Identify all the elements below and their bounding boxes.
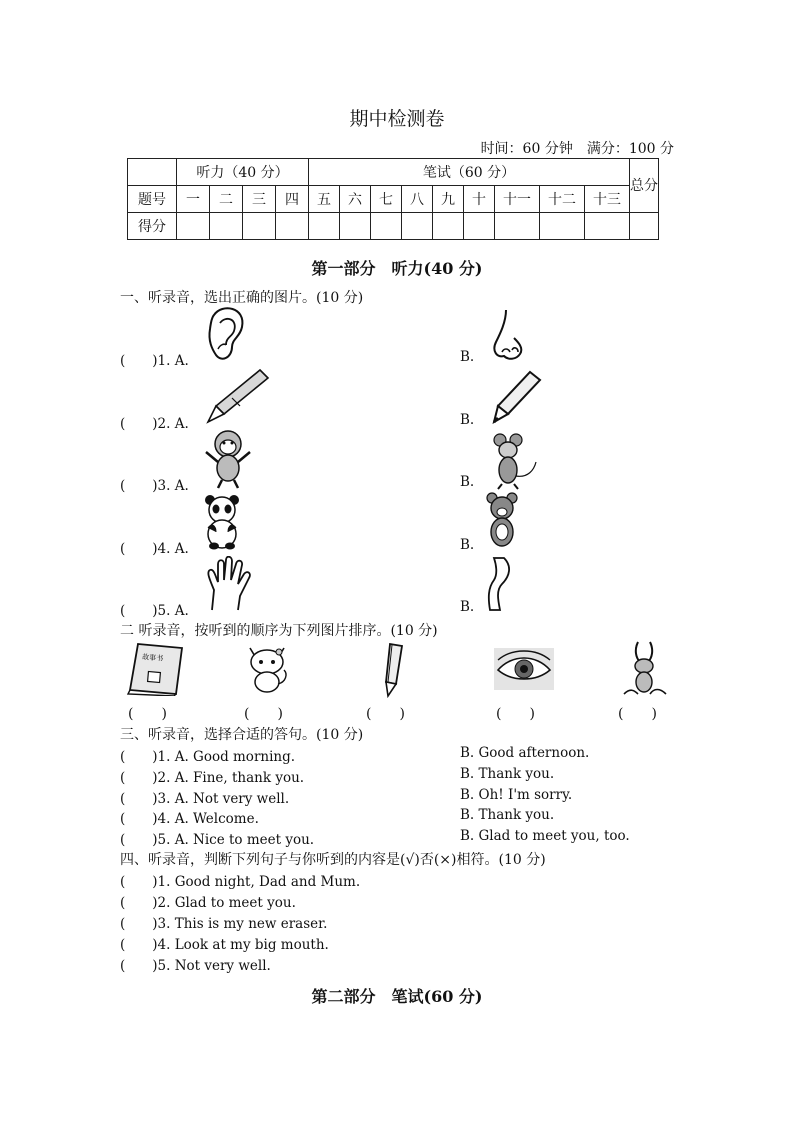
order-blank-2[interactable]: ( )	[244, 706, 283, 722]
order-blank-3[interactable]: ( )	[366, 706, 405, 722]
nose-icon	[490, 308, 526, 362]
writing-header: 笔试（60 分）	[309, 159, 630, 186]
score-cell[interactable]	[433, 213, 464, 240]
s3-q2-b: B. Thank you.	[460, 766, 555, 782]
arm-icon	[484, 556, 518, 612]
empty-cell	[128, 159, 177, 186]
q2-label: ( )2. A.	[120, 416, 189, 432]
book-cover-text: 故事书	[141, 652, 164, 663]
col: 五	[309, 186, 340, 213]
q3-label: ( )3. A.	[120, 478, 189, 494]
col: 十	[464, 186, 495, 213]
section3-heading: 三、听录音，选择合适的答句。(10 分)	[120, 727, 364, 743]
col: 十三	[585, 186, 630, 213]
col: 二	[210, 186, 243, 213]
score-cell[interactable]	[210, 213, 243, 240]
panda-icon	[202, 492, 242, 550]
col: 十一	[495, 186, 540, 213]
section2-heading: 二 听录音，按听到的顺序为下列图片排序。(10 分)	[120, 623, 438, 639]
rabbit-icon	[620, 640, 668, 698]
s3-q1-a: ( )1. A. Good morning.	[120, 749, 296, 765]
q5-label: ( )5. A.	[120, 603, 189, 619]
s3-q5-a: ( )5. A. Nice to meet you.	[120, 832, 315, 848]
score-cell[interactable]	[585, 213, 630, 240]
pencil-icon	[490, 368, 542, 424]
s3-q4-b: B. Thank you.	[460, 807, 555, 823]
eye-icon	[494, 648, 554, 690]
bear-icon	[484, 492, 520, 550]
book-icon	[126, 642, 184, 696]
s3-q3-a: ( )3. A. Not very well.	[120, 791, 290, 807]
q1-label: ( )1. A.	[120, 353, 189, 369]
score-label: 得分	[128, 213, 177, 240]
score-cell[interactable]	[276, 213, 309, 240]
s4-q4: ( )4. Look at my big mouth.	[120, 937, 329, 953]
s4-q3: ( )3. This is my new eraser.	[120, 916, 328, 932]
mouse-icon	[486, 432, 538, 490]
score-cell[interactable]	[177, 213, 210, 240]
col: 三	[243, 186, 276, 213]
q4-b-label: B.	[460, 537, 475, 553]
col: 九	[433, 186, 464, 213]
order-blank-1[interactable]: ( )	[128, 706, 167, 722]
score-cell[interactable]	[340, 213, 371, 240]
cat-icon	[244, 642, 290, 694]
s4-q2: ( )2. Glad to meet you.	[120, 895, 296, 911]
col: 四	[276, 186, 309, 213]
page-title: 期中检测卷	[349, 108, 445, 130]
score-cell[interactable]	[371, 213, 402, 240]
score-cell[interactable]	[243, 213, 276, 240]
q5-b-label: B.	[460, 599, 475, 615]
s3-q4-a: ( )4. A. Welcome.	[120, 811, 259, 827]
col: 十二	[540, 186, 585, 213]
listening-header: 听力（40 分）	[177, 159, 309, 186]
total-header: 总分	[630, 159, 659, 213]
hand-icon	[204, 556, 258, 612]
q4-label: ( )4. A.	[120, 541, 189, 557]
section1-heading: 一、听录音，选出正确的图片。(10 分)	[120, 290, 364, 306]
score-cell[interactable]	[464, 213, 495, 240]
s3-q2-a: ( )2. A. Fine, thank you.	[120, 770, 305, 786]
col: 八	[402, 186, 433, 213]
s4-q1: ( )1. Good night, Dad and Mum.	[120, 874, 361, 890]
time-info: 时间：60 分钟 满分：100 分	[480, 141, 674, 157]
score-cell[interactable]	[630, 213, 659, 240]
score-cell[interactable]	[402, 213, 433, 240]
q1-b-label: B.	[460, 349, 475, 365]
question-label: 题号	[128, 186, 177, 213]
pencil-icon	[380, 642, 412, 698]
s4-q5: ( )5. Not very well.	[120, 958, 271, 974]
s3-q5-b: B. Glad to meet you, too.	[460, 828, 630, 844]
col: 六	[340, 186, 371, 213]
s3-q3-b: B. Oh! I'm sorry.	[460, 787, 573, 803]
monkey-icon	[200, 428, 256, 490]
part2-heading: 第二部分 笔试(60 分)	[311, 987, 483, 1006]
ear-icon	[204, 305, 248, 363]
score-cell[interactable]	[540, 213, 585, 240]
score-row	[128, 213, 659, 240]
q2-b-label: B.	[460, 412, 475, 428]
s3-q1-b: B. Good afternoon.	[460, 745, 590, 761]
q3-b-label: B.	[460, 474, 475, 490]
col: 七	[371, 186, 402, 213]
score-cell[interactable]	[309, 213, 340, 240]
order-blank-4[interactable]: ( )	[496, 706, 535, 722]
score-table	[127, 158, 659, 240]
question-row	[128, 186, 659, 213]
pen-icon	[202, 366, 272, 424]
order-blank-5[interactable]: ( )	[618, 706, 657, 722]
part1-heading: 第一部分 听力(40 分)	[311, 259, 483, 278]
col: 一	[177, 186, 210, 213]
section4-heading: 四、听录音，判断下列句子与你听到的内容是(√)否(×)相符。(10 分)	[120, 852, 546, 868]
score-cell[interactable]	[495, 213, 540, 240]
